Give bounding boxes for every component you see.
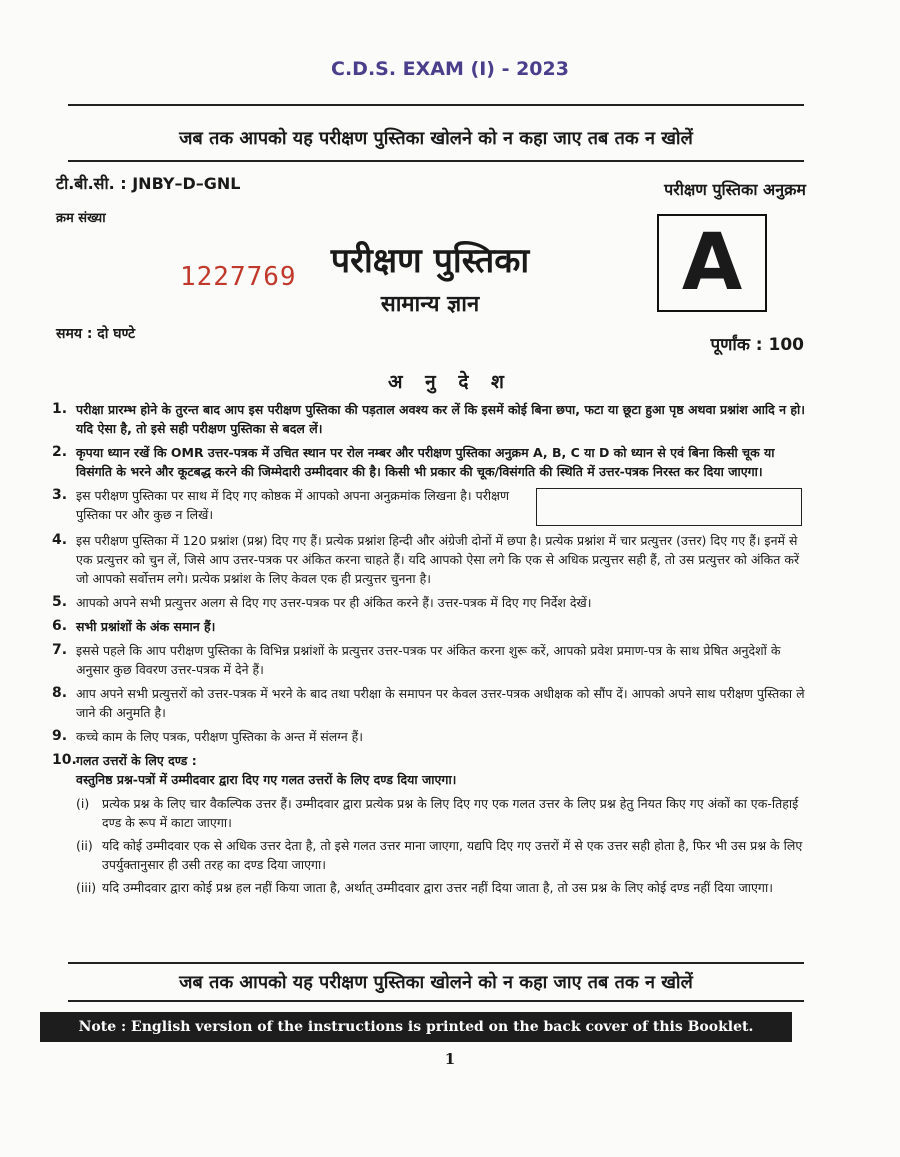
penalty-lead: वस्तुनिष्ठ प्रश्न-पत्रों में उम्मीदवार द्वारा दिए गए गलत उत्तरों के लिए दण्ड दिया जाएगा। xyxy=(76,772,457,787)
page-number: 1 xyxy=(444,1050,456,1068)
divider-line xyxy=(68,1000,804,1002)
item-number: 4. xyxy=(52,532,68,548)
english-version-note: Note : English version of the instructions is printed on the back cover of this Booklet. xyxy=(40,1012,792,1042)
divider-line xyxy=(68,160,804,162)
item-number: 9. xyxy=(52,728,68,744)
sub-item-text: प्रत्येक प्रश्न के लिए चार वैकल्पिक उत्तर हैं। उम्मीदवार द्वारा प्रत्येक प्रश्न के लिए दिए गए एक गलत उत्तर के लिए प्रश्न हेतु नियत किए गए अंकों का एक-तिहाई दण्ड के रूप में काटा जाएगा। xyxy=(102,796,799,830)
exam-title: C.D.S. EXAM (I) - 2023 xyxy=(331,58,569,80)
instruction-item xyxy=(50,443,810,481)
item-text: आपको अपने सभी प्रत्युत्तर अलग से दिए गए उत्तर-पत्रक पर ही अंकित करने हैं। उत्तर-पत्रक में दिए गए निर्देश देखें। xyxy=(76,595,592,610)
penalty-title: गलत उत्तरों के लिए दण्ड : xyxy=(76,753,197,768)
instruction-item xyxy=(50,684,810,722)
item-text: सभी प्रश्नांशों के अंक समान हैं। xyxy=(76,619,216,634)
item-number: 8. xyxy=(52,685,68,701)
booklet-title: परीक्षण पुस्तिका xyxy=(330,241,530,281)
divider-line xyxy=(68,104,804,106)
do-not-open-banner-top: जब तक आपको यह परीक्षण पुस्तिका खोलने को न कहा जाए तब तक न खोलें xyxy=(179,128,693,149)
item-text: कच्चे काम के लिए पत्रक, परीक्षण पुस्तिका के अन्त में संलग्न हैं। xyxy=(76,729,364,744)
subject-title: सामान्य ज्ञान xyxy=(380,292,480,317)
max-marks: पूर्णांक : 100 xyxy=(710,335,804,355)
booklet-series-label: परीक्षण पुस्तिका अनुक्रम xyxy=(664,180,806,199)
penalty-sub-item xyxy=(50,836,810,874)
exam-time: समय : दो घण्टे xyxy=(56,326,136,342)
item-number: 1. xyxy=(52,401,68,417)
do-not-open-banner-bottom: जब तक आपको यह परीक्षण पुस्तिका खोलने को न कहा जाए तब तक न खोलें xyxy=(179,972,693,993)
serial-number-label: क्रम संख्या xyxy=(56,211,106,226)
item-number: 2. xyxy=(52,444,68,460)
instructions-list xyxy=(50,400,810,901)
instruction-item-penalty xyxy=(50,751,810,789)
instruction-item xyxy=(50,617,810,636)
penalty-sub-item xyxy=(50,794,810,832)
item-text: इस परीक्षण पुस्तिका पर साथ में दिए गए कोष्ठक में आपको अपना अनुक्रमांक लिखना है। परीक्षण पुस्तिका पर और कुछ न लिखें। xyxy=(76,488,510,522)
divider-line xyxy=(68,962,804,964)
item-text: परीक्षा प्रारम्भ होने के तुरन्त बाद आप इस परीक्षण पुस्तिका की पड़ताल अवश्य कर लें कि इसमें कोई बिना छपा, फटा या छूटा हुआ पृष्ठ अथवा प्रश्नांश आदि न हो। यदि ऐसा है, तो इसे सही परीक्षण पुस्तिका से बदल लें। xyxy=(76,402,806,436)
item-text: आप अपने सभी प्रत्युत्तरों को उत्तर-पत्रक में भरने के बाद तथा परीक्षा के समापन पर केवल उत्तर-पत्रक अधीक्षक को सौंप दें। आपको अपने साथ परीक्षण पुस्तिका ले जाने की अनुमति है। xyxy=(76,686,805,720)
item-number: 10. xyxy=(52,752,77,768)
instruction-item xyxy=(50,531,810,588)
sub-item-number: (iii) xyxy=(76,880,97,895)
booklet-series-letter: A xyxy=(657,214,767,312)
item-number: 7. xyxy=(52,642,68,658)
sub-item-text: यदि कोई उम्मीदवार एक से अधिक उत्तर देता है, तो इसे गलत उत्तर माना जाएगा, यद्यपि दिए गए उत्तरों में से एक उत्तर सही होता है, फिर भी उस प्रश्न के लिए उपर्युक्तानुसार ही उसी तरह का दण्ड दिया जाएगा। xyxy=(102,838,803,872)
instruction-item xyxy=(50,400,810,438)
sub-item-number: (i) xyxy=(76,796,90,811)
instruction-item xyxy=(50,593,810,612)
sub-item-number: (ii) xyxy=(76,838,93,853)
item-number: 3. xyxy=(52,487,68,503)
tbc-code: टी.बी.सी. : JNBY–D–GNL xyxy=(56,174,241,193)
instructions-heading: अ नु दे श xyxy=(388,371,512,393)
item-text: इस परीक्षण पुस्तिका में 120 प्रश्नांश (प्रश्न) दिए गए हैं। प्रत्येक प्रश्नांश हिन्दी और अंग्रेजी दोनों में छपा है। प्रत्येक प्रश्नांश में चार प्रत्युत्तर (उत्तर) दिए गए हैं। इनमें से एक प्रत्युत्तर को चुन लें, जिसे आप उत्तर-पत्रक पर अंकित करना चाहते हैं। यदि आपको ऐसा लगे कि एक से अधिक प्रत्युत्तर सही हैं, तो उस प्रत्युत्तर को अंकित करें जो आपको सर्वोत्तम लगे। प्रत्येक प्रश्नांश के लिए केवल एक ही प्रत्युत्तर चुनना है। xyxy=(76,533,800,586)
serial-number: 1227769 xyxy=(180,262,297,292)
instruction-item xyxy=(50,641,810,679)
sub-item-text: यदि उम्मीदवार द्वारा कोई प्रश्न हल नहीं किया जाता है, अर्थात् उम्मीदवार द्वारा उत्तर नहीं दिया जाता है, तो उस प्रश्न के लिए कोई दण्ड नहीं दिया जाएगा। xyxy=(102,880,773,895)
item-text: इससे पहले कि आप परीक्षण पुस्तिका के विभिन्न प्रश्नांशों के प्रत्युत्तर उत्तर-पत्रक पर अंकित करना शुरू करें, आपको प्रवेश प्रमाण-पत्र के साथ प्रेषित अनुदेशों के अनुसार कुछ विवरण उत्तर-पत्रक में देने हैं। xyxy=(76,643,781,677)
item-number: 6. xyxy=(52,618,68,634)
item-text: कृपया ध्यान रखें कि OMR उत्तर-पत्रक में उचित स्थान पर रोल नम्बर और परीक्षण पुस्तिका अनुक्रम A, B, C या D को ध्यान से एवं बिना किसी चूक या विसंगति के भरने और कूटबद्ध करने की जिम्मेदारी उम्मीदवार की है। किसी भी प्रकार की चूक/विसंगति की स्थिति में उत्तर-पत्रक निरस्त कर दिया जाएगा। xyxy=(76,445,775,479)
item-number: 5. xyxy=(52,594,68,610)
roll-number-box[interactable] xyxy=(536,488,802,526)
penalty-sub-item xyxy=(50,878,810,897)
instruction-item xyxy=(50,486,810,526)
instruction-item xyxy=(50,727,810,746)
